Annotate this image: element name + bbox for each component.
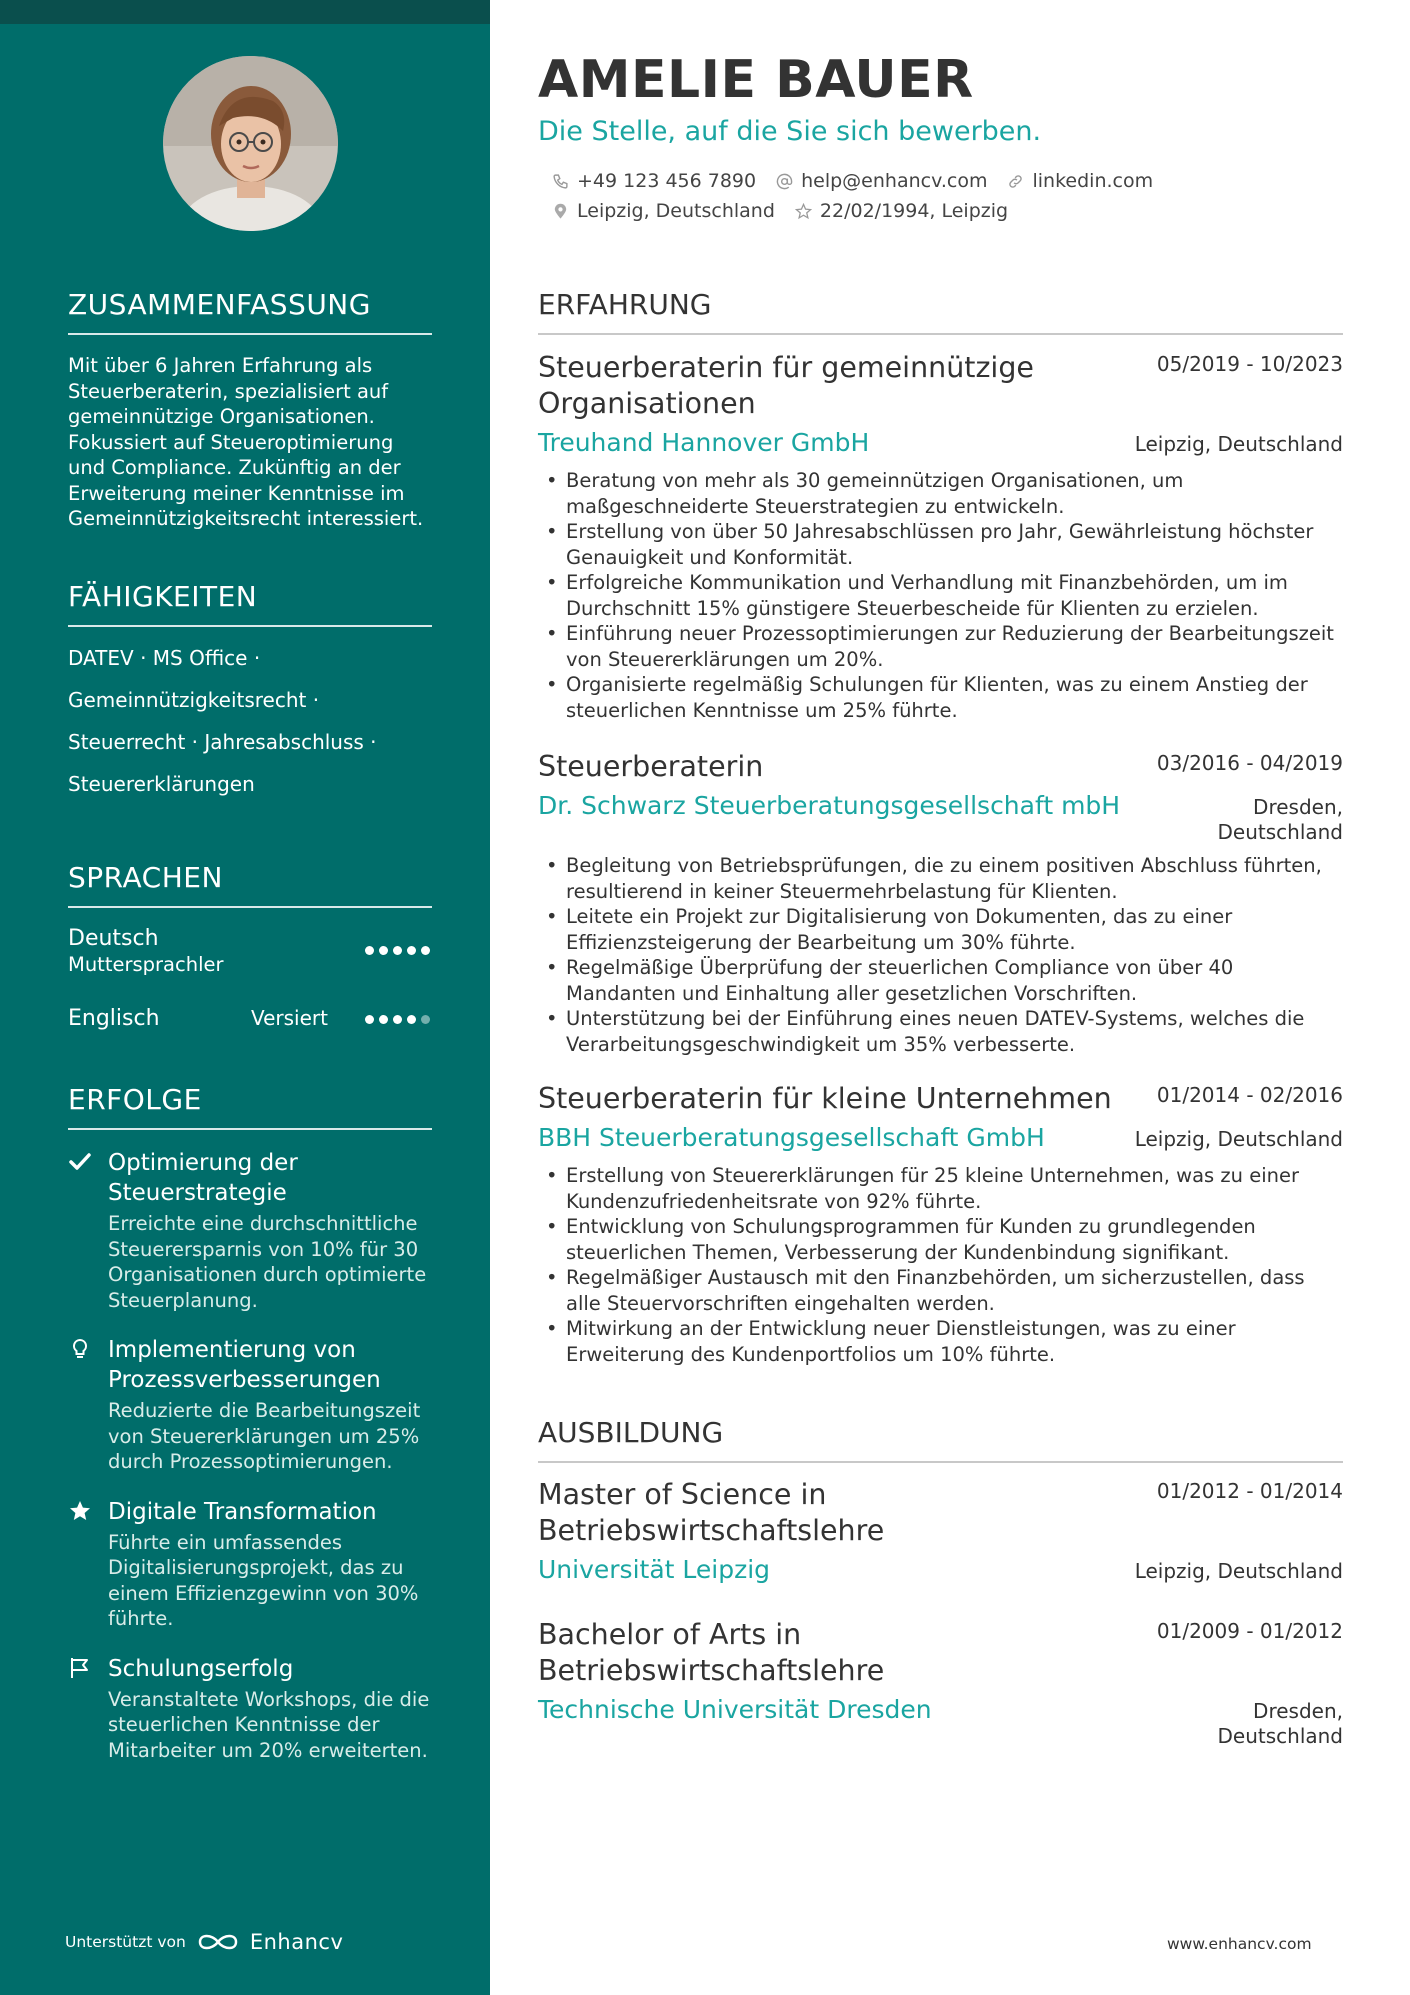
dot-filled xyxy=(421,946,430,955)
job-company: BBH Steuerberatungsgesellschaft GmbH xyxy=(538,1123,1045,1152)
job-bullets xyxy=(538,853,1343,1057)
education-school: Universität Leipzig xyxy=(538,1555,771,1584)
dot-filled xyxy=(365,946,374,955)
job-title: Steuerberaterin für gemeinnützige Organisationen xyxy=(538,351,1034,420)
education-date: 01/2012 - 01/2014 xyxy=(1156,1479,1343,1503)
dot-filled xyxy=(393,1015,402,1024)
star-icon xyxy=(68,1499,92,1523)
job-entry xyxy=(538,749,1343,1057)
language-proficiency-dots xyxy=(365,1015,430,1024)
job-location: Leipzig, Deutschland xyxy=(1134,432,1343,456)
job-title: Steuerberaterin xyxy=(538,750,764,783)
job-bullet: • Regelmäßige Überprüfung der steuerlichen Compliance von über 40 Mandanten und Einhaltung aller gesetzlichen Vorschriften. xyxy=(538,955,1343,1006)
avatar xyxy=(163,56,338,231)
achievements-title: ERFOLGE xyxy=(68,1083,432,1130)
location-pin-icon xyxy=(552,203,569,220)
dot-filled xyxy=(365,1015,374,1024)
email-text[interactable]: help@enhancv.com xyxy=(801,170,988,192)
achievement-desc: Reduzierte die Bearbeitungszeit von Steuererklärungen um 25% durch Prozessoptimierungen. xyxy=(108,1399,421,1473)
job-entry xyxy=(538,350,1343,723)
at-icon xyxy=(776,173,793,190)
enhancv-logo-icon xyxy=(196,1930,240,1954)
link-icon xyxy=(1007,173,1024,190)
phone-text: +49 123 456 7890 xyxy=(577,170,757,192)
achievement-item xyxy=(68,1148,432,1313)
powered-by-label: Unterstützt von xyxy=(65,1933,186,1951)
dot-empty xyxy=(421,1015,430,1024)
language-level: Versiert xyxy=(250,1006,328,1030)
job-bullet: • Leitete ein Projekt zur Digitalisierung von Dokumenten, das zu einer Effizienzsteigerung der Bearbeitung um 30% führte. xyxy=(538,904,1343,955)
job-bullet: • Erstellung von Steuererklärungen für 25 kleine Unternehmen, was zu einer Kundenzufriedenheitsrate von 92% führte. xyxy=(538,1163,1343,1214)
achievement-desc: Führte ein umfassendes Digitalisierungsprojekt, das zu einem Effizienzgewinn von 30% führte. xyxy=(108,1530,419,1630)
experience-title: ERFAHRUNG xyxy=(538,288,1343,335)
job-bullet: • Beratung von mehr als 30 gemeinnützigen Organisationen, um maßgeschneiderte Steuerstrategien zu entwickeln. xyxy=(538,468,1343,519)
education-entry xyxy=(538,1477,1343,1587)
education-title: AUSBILDUNG xyxy=(538,1416,1343,1463)
skills-title: FÄHIGKEITEN xyxy=(68,580,432,627)
job-company: Dr. Schwarz Steuerberatungsgesellschaft mbH xyxy=(538,791,1121,820)
language-row xyxy=(68,1006,432,1066)
dot-filled xyxy=(379,946,388,955)
check-icon xyxy=(68,1150,92,1174)
education-location: Leipzig, Deutschland xyxy=(1134,1559,1343,1583)
skills-line: Gemeinnützigkeitsrecht · xyxy=(68,688,320,712)
achievement-title: Implementierung von Prozessverbesserungen xyxy=(108,1337,381,1393)
job-title: Steuerberaterin für kleine Unternehmen xyxy=(538,1082,1112,1115)
dot-filled xyxy=(379,1015,388,1024)
contact-row-2 xyxy=(552,200,1008,222)
job-bullet: • Begleitung von Betriebsprüfungen, die zu einem positiven Abschluss führten, resultierend in keiner Steuermehrbelastung für Klienten. xyxy=(538,853,1343,904)
sidebar xyxy=(0,0,490,1995)
job-date: 03/2016 - 04/2019 xyxy=(1156,751,1343,775)
achievements-section xyxy=(68,1083,432,1785)
skills-line: DATEV · MS Office · xyxy=(68,646,261,670)
location-text: Leipzig, Deutschland xyxy=(577,200,775,222)
job-bullet: • Erfolgreiche Kommunikation und Verhandlung mit Finanzbehörden, um im Durchschnitt 15% günstigere Steuerbescheide für Klienten zu erzielen. xyxy=(538,570,1343,621)
candidate-subtitle: Die Stelle, auf die Sie sich bewerben. xyxy=(538,116,1042,147)
email[interactable] xyxy=(776,170,987,192)
education-entry xyxy=(538,1617,1343,1748)
summary-title: ZUSAMMENFASSUNG xyxy=(68,288,432,335)
languages-section xyxy=(68,861,432,1066)
job-bullet: • Organisierte regelmäßig Schulungen für Klienten, was zu einem Anstieg der steuerlichen Kenntnisse um 25% führte. xyxy=(538,672,1343,723)
skills-section xyxy=(68,580,432,813)
achievement-desc: Erreichte eine durchschnittliche Steuerersparnis von 10% für 30 Organisationen durch optimierte Steuerplanung. xyxy=(108,1212,427,1312)
job-location xyxy=(1218,795,1344,845)
job-date: 01/2014 - 02/2016 xyxy=(1156,1083,1343,1107)
linkedin-text[interactable]: linkedin.com xyxy=(1032,170,1154,192)
language-name: Englisch xyxy=(68,1006,160,1031)
star-outline-icon xyxy=(795,203,812,220)
linkedin[interactable] xyxy=(1007,170,1153,192)
job-bullet: • Einführung neuer Prozessoptimierungen zur Reduzierung der Bearbeitungszeit von Steuererklärungen um 20%. xyxy=(538,621,1343,672)
sidebar-top-bar xyxy=(0,0,490,24)
job-bullet: • Entwicklung von Schulungsprogrammen für Kunden zu grundlegenden steuerlichen Themen, Verbesserung der Kundenbindung signifikant. xyxy=(538,1214,1343,1265)
candidate-name: AMELIE BAUER xyxy=(538,50,974,110)
language-row xyxy=(68,926,432,1006)
language-name: Deutsch xyxy=(68,926,159,951)
achievement-desc: Veranstaltete Workshops, die die steuerlichen Kenntnisse der Mitarbeiter um 20% erweiterten. xyxy=(108,1687,430,1762)
skills-line: Steuerrecht · Jahresabschluss · xyxy=(68,730,377,754)
language-proficiency-dots xyxy=(365,946,430,955)
job-bullet: • Unterstützung bei der Einführung eines neuen DATEV-Systems, welches die Verarbeitungsgeschwindigkeit um 35% verbesserte. xyxy=(538,1006,1343,1057)
job-date: 05/2019 - 10/2023 xyxy=(1156,352,1343,376)
job-company: Treuhand Hannover GmbH xyxy=(538,428,870,457)
summary-text: Mit über 6 Jahren Erfahrung als Steuerberaterin, spezialisiert auf gemeinnützige Organisationen. Fokussiert auf Steueroptimierung und Compliance. Zukünftig an der Erweiterung meiner Kenntnisse im Gemeinnützigkeitsrecht interessiert. xyxy=(68,354,424,530)
lightbulb-icon xyxy=(68,1337,92,1361)
job-location-line: Deutschland xyxy=(1217,820,1343,844)
achievement-title: Digitale Transformation xyxy=(108,1498,377,1525)
job-location: Leipzig, Deutschland xyxy=(1134,1127,1343,1151)
language-level: Muttersprachler xyxy=(68,953,224,976)
job-bullet: • Mitwirkung an der Entwicklung neuer Dienstleistungen, was zu einer Erweiterung des Kundenportfolios um 10% führte. xyxy=(538,1316,1343,1367)
job-bullet: • Erstellung von über 50 Jahresabschlüssen pro Jahr, Gewährleistung höchster Genauigkeit und Konformität. xyxy=(538,519,1343,570)
job-bullets xyxy=(538,468,1343,723)
skills-line: Steuererklärungen xyxy=(68,772,255,796)
dot-filled xyxy=(393,946,402,955)
education-degree: Master of Science in Betriebswirtschaftslehre xyxy=(538,1478,885,1547)
dot-filled xyxy=(407,946,416,955)
education-location xyxy=(1218,1699,1344,1749)
location xyxy=(552,200,775,222)
phone xyxy=(552,170,756,192)
flag-icon xyxy=(68,1656,92,1680)
education-location-line: Dresden, xyxy=(1253,1699,1343,1723)
education-date: 01/2009 - 01/2012 xyxy=(1156,1619,1343,1643)
job-bullet: • Regelmäßiger Austausch mit den Finanzbehörden, um sicherzustellen, dass alle Steuervorschriften eingehalten werden. xyxy=(538,1265,1343,1316)
footer-website[interactable]: www.enhancv.com xyxy=(1167,1935,1312,1953)
achievement-item xyxy=(68,1335,432,1475)
languages-title: SPRACHEN xyxy=(68,861,432,908)
achievement-title: Optimierung der Steuerstrategie xyxy=(108,1150,298,1206)
education-school: Technische Universität Dresden xyxy=(538,1695,932,1724)
job-entry xyxy=(538,1081,1343,1367)
job-location-line: Dresden, xyxy=(1253,795,1343,819)
birth xyxy=(795,200,1008,222)
achievement-title: Schulungserfolg xyxy=(108,1655,294,1682)
contact-row-1 xyxy=(552,170,1153,192)
achievement-item xyxy=(68,1654,432,1764)
education-degree: Bachelor of Arts in Betriebswirtschaftslehre xyxy=(538,1618,885,1687)
job-bullets xyxy=(538,1163,1343,1367)
achievement-item xyxy=(68,1497,432,1632)
powered-by xyxy=(65,1930,343,1954)
phone-icon xyxy=(552,173,569,190)
birth-text: 22/02/1994, Leipzig xyxy=(819,200,1009,222)
summary-section xyxy=(68,288,432,532)
dot-filled xyxy=(407,1015,416,1024)
education-location-line: Deutschland xyxy=(1217,1724,1343,1748)
powered-by-brand: Enhancv xyxy=(249,1930,344,1954)
